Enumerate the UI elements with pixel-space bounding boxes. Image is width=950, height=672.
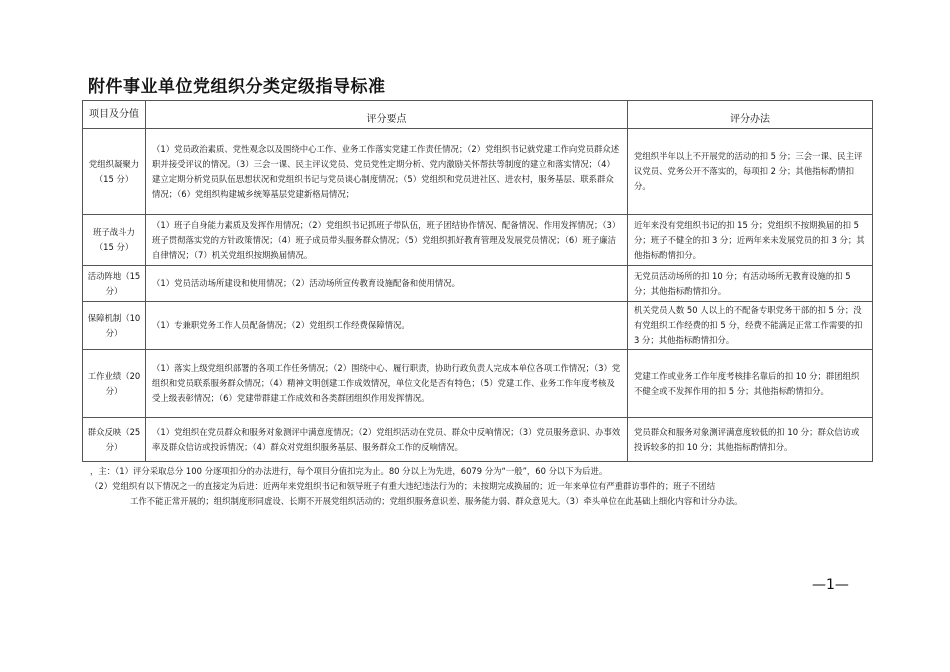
row-method: 党建工作或业务工作年度考核排名靠后的扣 10 分；群团组织不健全或不发挥作用的扣 5 分；其他指标酌情扣分。 <box>628 350 873 418</box>
standards-table <box>82 100 873 462</box>
row-method: 无党员活动场所的扣 10 分；有活动场所无教育设施的扣 5 分；其他指标酌情扣分。 <box>628 266 873 302</box>
row-item: 群众反映（25 分） <box>83 418 146 462</box>
row-points: （1）落实上级党组织部署的各项工作任务情况；（2）围绕中心、履行职责，协助行政负责人完成本单位各项工作情况；（3）党组织和党员联系服务群众情况；（4）精神文明创建工作成效情况，单位文化是否有特色；（5）党建工作、业务工作年度考核及受上级表彰情况；（6）党建带群建工作成效和各类群团组织作用发挥情况。 <box>146 350 628 418</box>
row-points: （1）党员活动场所建设和使用情况；（2）活动场所宣传教育设施配备和使用情况。 <box>146 266 628 302</box>
row-method: 党员群众和服务对象测评满意度较低的扣 10 分；群众信访或投诉较多的扣 10 分；其他指标酌情扣分。 <box>628 418 873 462</box>
note-line: ，主：（1）评分采取总分 100 分逐项扣分的办法进行，每个项目分值扣完为止。80 分以上为先进，6079 分为“一般”，60 分以下为后进。 <box>90 466 608 476</box>
row-method: 机关党员人数 50 人以上的不配备专职党务干部的扣 5 分；没有党组织工作经费的扣 5 分，经费不能满足正常工作需要的扣 3 分；其他指标酌情扣分。 <box>628 302 873 350</box>
note-line: （2）党组织有以下情况之一的直接定为后进：近两年来党组织书记和领导班子有重大违纪违法行为的；未按期完成换届的；近一年来单位有严重群访事件的；班子不团结 <box>90 481 716 491</box>
table-row <box>83 418 873 462</box>
table-row <box>83 302 873 350</box>
notes-section <box>82 464 882 509</box>
table-row <box>83 129 873 215</box>
header-method: 评分办法 <box>628 101 873 129</box>
row-item: 党组织凝聚力（15 分） <box>83 129 146 215</box>
table-row <box>83 266 873 302</box>
table-row <box>83 350 873 418</box>
document-title: 附件事业单位党组织分类定级指导标准 <box>88 77 386 97</box>
row-points: （1）党员政治素质、党性观念以及围绕中心工作、业务工作落实党建工作责任情况；（2）党组织书记就党建工作向党员群众述职并接受评议的情况。（3）三会一课、民主评议党员、党员党性定期分析、党内激励关怀帮扶等制度的建立和落实情况；（4）建立定期分析党员队伍思想状况和党组织书记与党员谈心制度情况；（5）党组织和党员进社区、进农村，服务基层、联系群众情况；（6）党组织构建城乡统筹基层党建新格局情况； <box>146 129 628 215</box>
row-item: 班子战斗力（15 分） <box>83 215 146 266</box>
row-item: 活动阵地（15 分） <box>83 266 146 302</box>
note-line: 工作不能正常开展的；组织制度形同虚设、长期不开展党组织活动的；党组织服务意识差、服务能力弱、群众意见大。（3）牵头单位在此基础上细化内容和计分办法。 <box>130 496 743 506</box>
row-item: 保障机制（10 分） <box>83 302 146 350</box>
page-number: —1— <box>812 577 849 593</box>
row-method: 党组织半年以上不开展党的活动的扣 5 分；三会一课、民主评议党员、党务公开不落实的，每项扣 2 分；其他指标酌情扣分。 <box>628 129 873 215</box>
table-header-row <box>83 101 873 129</box>
table-row <box>83 215 873 266</box>
header-item: 项目及分值 <box>83 101 146 129</box>
row-points: （1）党组织在党员群众和服务对象测评中满意度情况；（2）党组织活动在党员、群众中反响情况；（3）党员服务意识、办事效率及群众信访或投诉情况；（4）群众对党组织服务基层、服务群众工作的反响情况。 <box>146 418 628 462</box>
row-method: 近年来没有党组织书记的扣 15 分；党组织不按期换届的扣 5 分；班子不健全的扣 3 分；近两年来未发展党员的扣 3 分；其他指标酌情扣分。 <box>628 215 873 266</box>
header-key-points: 评分要点 <box>146 101 628 129</box>
row-points: （1）班子自身能力素质及发挥作用情况；（2）党组织书记抓班子带队伍，班子团结协作情况、配备情况、作用发挥情况；（3）班子贯彻落实党的方针政策情况；（4）班子成员带头服务群众情况；（5）党组织抓好教育管理及发展党员情况；（6）班子廉洁自律情况；（7）机关党组织按期换届情况。 <box>146 215 628 266</box>
row-item: 工作业绩（20 分） <box>83 350 146 418</box>
row-points: （1）专兼职党务工作人员配备情况；（2）党组织工作经费保障情况。 <box>146 302 628 350</box>
